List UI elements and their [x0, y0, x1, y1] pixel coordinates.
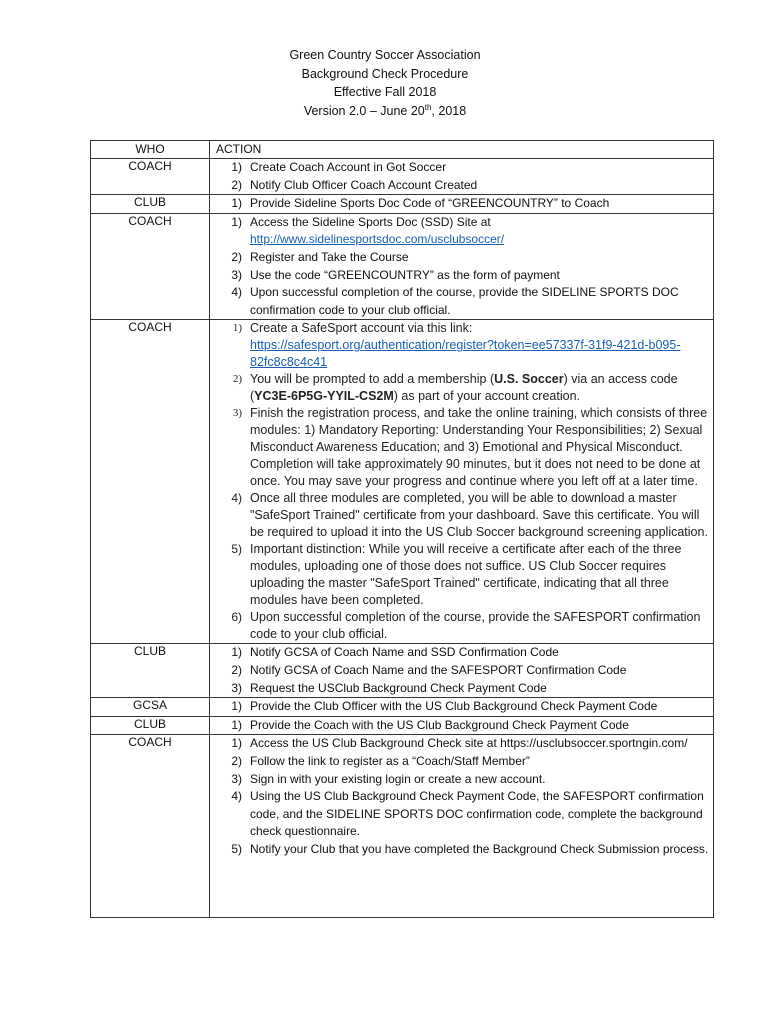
list-item: [231, 195, 713, 213]
document-header: [0, 46, 770, 120]
action-header: ACTION: [210, 141, 714, 159]
table-row: [91, 320, 714, 644]
who-cell: CLUB: [91, 195, 210, 214]
step-text: Provide Sideline Sports Doc Code of “GREENCOUNTRY” to Coach: [250, 196, 610, 211]
list-item: [231, 159, 713, 177]
who-cell: COACH: [91, 735, 210, 918]
step-text: Sign in with your existing login or create a new account.: [250, 771, 546, 786]
list-item: [231, 644, 713, 662]
step-text: While you will receive a certificate after each of the three modules, uploading one of those does not suffice. US Club Soccer requires uploading the master "SafeSport Trained" certificate, indicating that all three modules have been completed.: [250, 542, 682, 608]
step-text: Use the code “GREENCOUNTRY” as the form of payment: [250, 267, 560, 282]
action-cell: [210, 698, 714, 717]
step-number: 2): [231, 177, 242, 192]
step-number: 2): [232, 373, 242, 386]
step-number: 3): [231, 680, 242, 695]
step-number: 2): [231, 662, 242, 677]
step-text: Create a SafeSport account via this link:: [250, 321, 473, 336]
step-number: 5): [231, 841, 242, 856]
who-cell: COACH: [91, 213, 210, 320]
step-list: [210, 159, 713, 194]
step-text: Once all three modules are completed, you will be able to download a master "SafeSport Trained" certificate from your dashboard. Save this certificate. You will be required to upload it into the US Club Soccer background screening application.: [250, 491, 708, 540]
list-item: [231, 267, 713, 285]
step-text: Notify GCSA of Coach Name and SSD Confirmation Code: [250, 645, 559, 660]
action-cell: [210, 213, 714, 320]
step-list: [210, 698, 713, 716]
step-number: 1): [231, 699, 242, 714]
step-number: 5): [231, 542, 242, 557]
list-item: [231, 753, 713, 771]
table-row: [91, 698, 714, 717]
membership-name: U.S. Soccer: [494, 372, 564, 387]
action-cell: [210, 320, 714, 644]
table-row: [91, 159, 714, 195]
safesport-step-list: [210, 320, 713, 643]
list-item: [231, 735, 713, 753]
who-header: WHO: [91, 141, 210, 159]
safesport-register-link[interactable]: https://safesport.org/authentication/register?token=ee57337f-31f9-421d-b095-82fc8c8c4c41: [250, 338, 681, 370]
step-list: [210, 735, 713, 858]
step-text: Provide the Coach with the US Club Background Check Payment Code: [250, 717, 629, 732]
step-number: 1): [231, 717, 242, 732]
action-cell: [210, 159, 714, 195]
step-text: Notify GCSA of Coach Name and the SAFESPORT Confirmation Code: [250, 662, 627, 677]
table-row: [91, 195, 714, 214]
step-number: 1): [231, 645, 242, 660]
step-text: Upon successful completion of the course, provide the SAFESPORT confirmation code to your club official.: [250, 610, 701, 642]
step-number: 2): [231, 249, 242, 264]
step-number: 4): [231, 285, 242, 300]
step-number: 3): [231, 771, 242, 786]
step-text: Follow the link to register as a “Coach/Staff Member”: [250, 753, 530, 768]
table-row: [91, 716, 714, 735]
step-number: 3): [231, 267, 242, 282]
step-number: 6): [231, 610, 242, 625]
step-text: Access the US Club Background Check site at https://usclubsoccer.sportngin.com/: [250, 736, 688, 751]
action-cell: [210, 195, 714, 214]
step-number: 1): [232, 322, 242, 335]
table-header-row: [91, 141, 714, 159]
list-item: [231, 214, 713, 249]
step-text: Create Coach Account in Got Soccer: [250, 160, 447, 174]
list-item: [231, 717, 713, 735]
version-suffix: , 2018: [431, 103, 467, 118]
list-item: [231, 662, 713, 680]
list-item: [231, 609, 713, 643]
list-item: [231, 541, 713, 609]
version-sup: th: [424, 102, 432, 112]
list-item: [231, 177, 713, 195]
step-text: Access the Sideline Sports Doc (SSD) Site at: [250, 214, 491, 229]
list-item: [232, 405, 713, 490]
step-text: Request the USClub Background Check Payment Code: [250, 680, 547, 695]
list-item: [231, 771, 713, 789]
doc-title: Background Check Procedure: [301, 66, 469, 81]
version-prefix: Version 2.0 – June 20: [303, 103, 425, 118]
step-text: ) via an access code (: [250, 372, 678, 404]
list-item: [231, 284, 713, 319]
list-item: [231, 680, 713, 698]
org-name: Green Country Soccer Association: [289, 48, 481, 62]
step-text: Using the US Club Background Check Payment Code, the SAFESPORT confirmation code, and the SIDELINE SPORTS DOC confirmation code, complete the background check questionnaire.: [250, 789, 704, 839]
list-item: [232, 371, 713, 405]
list-item: [232, 320, 713, 371]
important-label: Important distinction:: [250, 542, 366, 557]
who-cell: CLUB: [91, 716, 210, 735]
procedure-table: [90, 140, 714, 918]
action-cell: [210, 716, 714, 735]
step-text: Notify Club Officer Coach Account Created: [250, 177, 478, 192]
step-number: 4): [231, 491, 242, 506]
ssd-site-link[interactable]: http://www.sidelinesportsdoc.com/usclubsoccer/: [250, 232, 505, 247]
step-number: 1): [231, 160, 242, 174]
step-text: Upon successful completion of the course, provide the SIDELINE SPORTS DOC confirmation code to your club official.: [250, 285, 679, 317]
step-number: 2): [231, 753, 242, 768]
step-number: 3): [232, 407, 242, 420]
who-cell: GCSA: [91, 698, 210, 717]
list-item: [231, 788, 713, 841]
step-text: Notify your Club that you have completed the Background Check Submission process.: [250, 841, 709, 856]
step-number: 1): [231, 214, 242, 229]
step-text: ) as part of your account creation.: [393, 389, 581, 404]
table-row: [91, 644, 714, 698]
who-cell: CLUB: [91, 644, 210, 698]
list-item: [231, 249, 713, 267]
action-cell: [210, 644, 714, 698]
step-list: [210, 717, 713, 735]
step-text: Finish the registration process, and take the online training, which consists of three modules: 1) Mandatory Reporting: Understanding Your Responsibilities; 2) Sexual Misconduct Awareness Education; and 3) Emotional and Physical Misconduct. Completion will take approximately 90 minutes, but it does not need to be done at once. You may save your progress and continue where you left off at a later time.: [250, 406, 708, 489]
step-text: Register and Take the Course: [250, 249, 409, 264]
list-item: [231, 490, 713, 541]
who-cell: COACH: [91, 159, 210, 195]
table-row: [91, 213, 714, 320]
step-number: 4): [231, 789, 242, 804]
step-list: [210, 644, 713, 697]
step-number: 1): [231, 736, 242, 751]
step-list: [210, 214, 713, 320]
step-number: 1): [231, 196, 242, 211]
table-row: [91, 735, 714, 918]
step-text: Provide the Club Officer with the US Club Background Check Payment Code: [250, 699, 658, 714]
action-cell: [210, 735, 714, 918]
version-line: [0, 102, 770, 121]
effective-date: Effective Fall 2018: [333, 85, 437, 99]
step-list: [210, 195, 713, 213]
who-cell: COACH: [91, 320, 210, 644]
access-code: YC3E-6P5G-YYIL-CS2M: [254, 389, 394, 404]
list-item: [231, 841, 713, 859]
list-item: [231, 698, 713, 716]
step-text: You will be prompted to add a membership (: [250, 372, 495, 387]
